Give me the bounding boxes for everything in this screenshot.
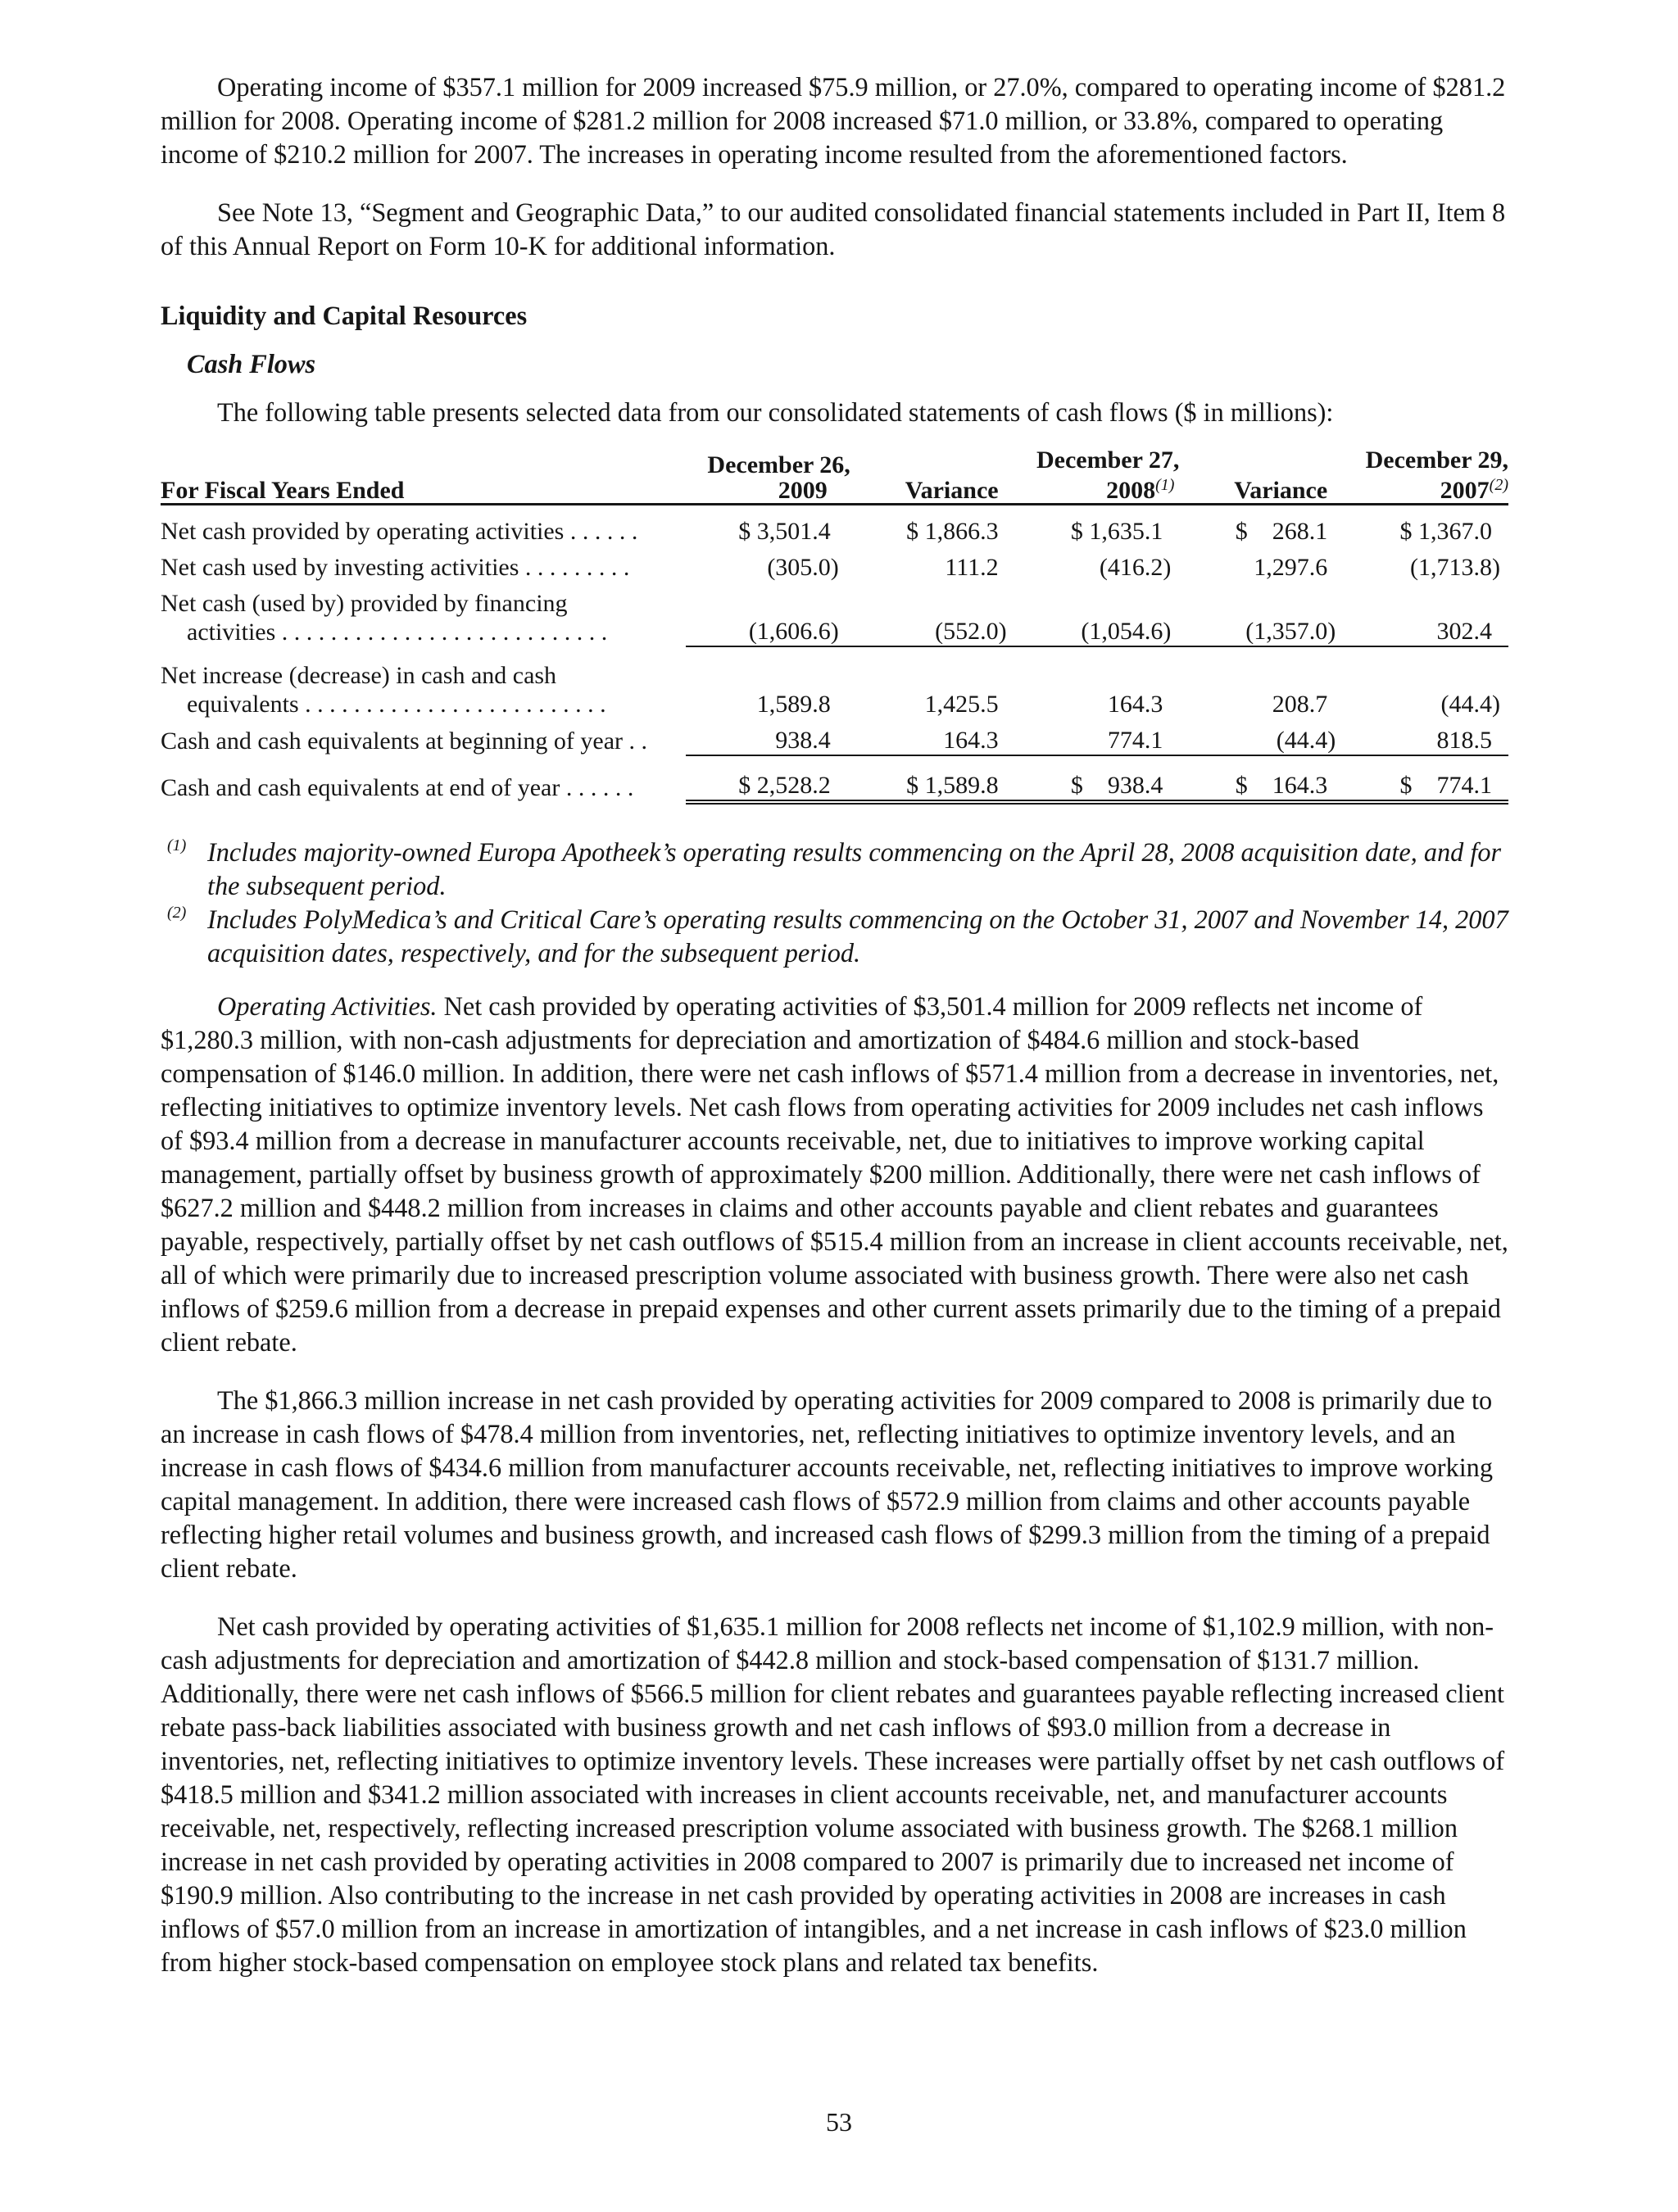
cell-value: (305.0)	[767, 554, 839, 581]
footnote-ref-2: (2)	[1489, 476, 1508, 494]
paragraph-increase-2009: The $1,866.3 million increase in net cash provided by operating activities for 2009 compared to 2008 is primarily due to an increase in cash flows of $478.4 million from inventories, net, reflecting initiatives to optimize inventory levels, and an increase in cash flows of $434.6 million from manufacturer accounts receivable, net, reflecting initiatives to improve working capital management. In addition, there were increased cash flows of $572.9 million from claims and other accounts payable reflecting higher retail volumes and business growth, and increased cash flows of $299.3 million from the timing of a prepaid client rebate.	[161, 1385, 1493, 1583]
cell-value: 111.2	[945, 554, 999, 581]
paragraph-2008: Net cash provided by operating activities of $1,635.1 million for 2008 reflects net income of $1,102.9 million, with non-cash adjustments for depreciation and amortization of $442.8 million and stock-based compensation of $131.7 million. Additionally, there were net cash inflows of $566.5 million for client rebates and guarantees payable reflecting increased client rebate pass-back liabilities associated with business growth and net cash inflows of $93.0 million from a decrease in inventories, net, reflecting initiatives to optimize inventory levels. These increases were partially offset by net cash outflows of $418.5 million and $341.2 million associated with increases in client accounts receivable, net, and manufacturer accounts receivable, net, respectively, reflecting increased prescription volume associated with business growth. The $268.1 million increase in net cash provided by operating activities in 2008 compared to 2007 is primarily due to increased net income of $190.9 million. Also contributing to the increase in net cash provided by operating activities in 2008 are increases in cash inflows of $57.0 million from an increase in amortization of intangibles, and a net increase in cash inflows of $23.0 million from higher stock-based compensation on employee stock plans and related tax benefits.	[161, 1611, 1505, 1977]
section-heading: Liquidity and Capital Resources	[161, 301, 528, 330]
cell-value: 164.3	[1107, 691, 1163, 718]
row-label: Net cash provided by operating activities . . . . . .	[161, 518, 638, 545]
cell-value: (416.2)	[1099, 554, 1172, 581]
cell-value: 774.1	[1015, 718, 1180, 755]
footnote-1	[161, 836, 1508, 903]
cell-value: (1,606.6)	[686, 582, 850, 646]
cell-value: (552.0)	[850, 582, 1015, 646]
footnotes	[161, 836, 1508, 970]
cell-value: 938.4	[686, 718, 850, 755]
cell-value: $ 164.3	[1179, 755, 1344, 802]
footnote-mark: (2)	[167, 904, 187, 922]
cell-value: (1,054.6)	[1015, 582, 1180, 646]
cell-value: 818.5	[1344, 718, 1508, 755]
operating-activities-text: Net cash provided by operating activities of $3,501.4 million for 2009 reflects net income of $1,280.3 million, with non-cash adjustments for depreciation and amortization of $484.6 million and stock-based compensation of $146.0 million. In addition, there were net cash inflows of $571.4 million from a decrease in inventories, net, reflecting initiatives to optimize inventory levels. Net cash flows from operating activities for 2009 includes net cash inflows of $93.4 million from a decrease in manufacturer accounts receivable, net, due to initiatives to improve working capital management, partially offset by business growth of approximately $200 million. Additionally, there were net cash inflows of $627.2 million and $448.2 million from increases in claims and other accounts payable and client rebates and guarantees payable, respectively, partially offset by net cash outflows of $515.4 million from an increase in client accounts receivable, net, all of which were primarily due to increased prescription volume associated with business growth. There were also net cash inflows of $259.6 million from a decrease in prepaid expenses and other current assets primarily due to the timing of a prepaid client rebate.	[161, 991, 1508, 1357]
footnote-text: Includes majority-owned Europa Apotheek’s operating results commencing on the April 28, 2008 acquisition date, and for the subsequent period.	[207, 837, 1502, 900]
paragraph-note-13: See Note 13, “Segment and Geographic Data,” to our audited consolidated financial statements included in Part II, Item 8 of this Annual Report on Form 10-K for additional information.	[161, 197, 1506, 261]
cell-value: $ 1,367.0	[1399, 518, 1492, 545]
cell-value: $ 268.1	[1235, 518, 1328, 545]
cell-value: 1,297.6	[1254, 554, 1328, 581]
table-intro: The following table presents selected data from our consolidated statements of cash flows ($ in millions):	[217, 397, 1334, 427]
table-row-beginning	[161, 718, 1508, 755]
header-2008-line1: December 27,	[1036, 446, 1180, 474]
cell-value: (1,713.8)	[1410, 554, 1500, 581]
footnote-text: Includes PolyMedica’s and Critical Care’s operating results commencing on the October 31, 2007 and November 14, 2007 acquisition dates, respectively, and for the subsequent period.	[207, 904, 1508, 968]
row-label: Net cash (used by) provided by financing activities . . . . . . . . . . . . . . . . . . . . . . . . . . .	[161, 590, 608, 646]
header-2008	[1015, 447, 1180, 505]
cell-value: $ 938.4	[1015, 755, 1180, 802]
header-2007-line1: December 29,	[1365, 446, 1508, 474]
row-label: Cash and cash equivalents at end of year . . . . . .	[161, 774, 634, 801]
cell-value: 302.4	[1344, 582, 1508, 646]
paragraph-operating-income: Operating income of $357.1 million for 2009 increased $75.9 million, or 27.0%, compared to operating income of $281.2 million for 2008. Operating income of $281.2 million for 2008 increased $71.0 million, or 33.8%, compared to operating income of $210.2 million for 2007. The increases in operating income resulted from the aforementioned factors.	[161, 72, 1506, 169]
header-2007-line2: 2007$^{(2)}$	[1440, 476, 1508, 504]
header-label: For Fiscal Years Ended	[161, 447, 686, 505]
footnote-ref-1: (1)	[1155, 476, 1175, 494]
header-2009-line1: December 26,	[707, 451, 850, 478]
table-row-investing	[161, 546, 1508, 582]
table-row-operating	[161, 505, 1508, 546]
table-row-financing	[161, 582, 1508, 646]
page-number: 53	[826, 2107, 852, 2137]
footnote-2	[161, 903, 1508, 970]
cell-value: (44.4)	[1179, 718, 1344, 755]
table-row-end	[161, 755, 1508, 802]
cell-value: 1,425.5	[924, 691, 999, 718]
header-2009-line2: 2009	[778, 477, 828, 504]
cell-value: $ 1,635.1	[1070, 518, 1163, 545]
cell-value: (44.4)	[1440, 691, 1500, 718]
cell-value: 164.3	[850, 718, 1015, 755]
cell-value: (1,357.0)	[1179, 582, 1344, 646]
footnote-mark: (1)	[167, 836, 187, 854]
cell-value: $ 774.1	[1344, 755, 1508, 802]
operating-activities-lead: Operating Activities.	[217, 991, 438, 1021]
header-variance-1: Variance	[850, 447, 1015, 505]
cash-flows-table	[161, 447, 1508, 805]
document-page	[161, 70, 1508, 2004]
table-row-net-increase	[161, 646, 1508, 718]
cell-value: $ 1,866.3	[906, 518, 999, 545]
row-label: Net cash used by investing activities . . . . . . . . .	[161, 554, 630, 581]
header-2008-line2: 2008$^{(1)}$	[1106, 476, 1175, 504]
paragraph-operating-activities	[161, 990, 1508, 1359]
header-variance-2: Variance	[1179, 447, 1344, 505]
table-header-row	[161, 447, 1508, 505]
row-label: Cash and cash equivalents at beginning of year . .	[161, 728, 647, 755]
row-label: Net increase (decrease) in cash and cash equivalents . . . . . . . . . . . . . . . . . . . . . . . . .	[161, 662, 606, 718]
cell-value: $ 2,528.2	[686, 755, 850, 802]
cell-value: 1,589.8	[756, 691, 831, 718]
header-2007	[1344, 447, 1508, 505]
header-2009	[686, 447, 850, 505]
subsection-heading: Cash Flows	[187, 349, 316, 378]
cell-value: $ 3,501.4	[738, 518, 831, 545]
cell-value: 208.7	[1272, 691, 1328, 718]
cell-value: $ 1,589.8	[850, 755, 1015, 802]
